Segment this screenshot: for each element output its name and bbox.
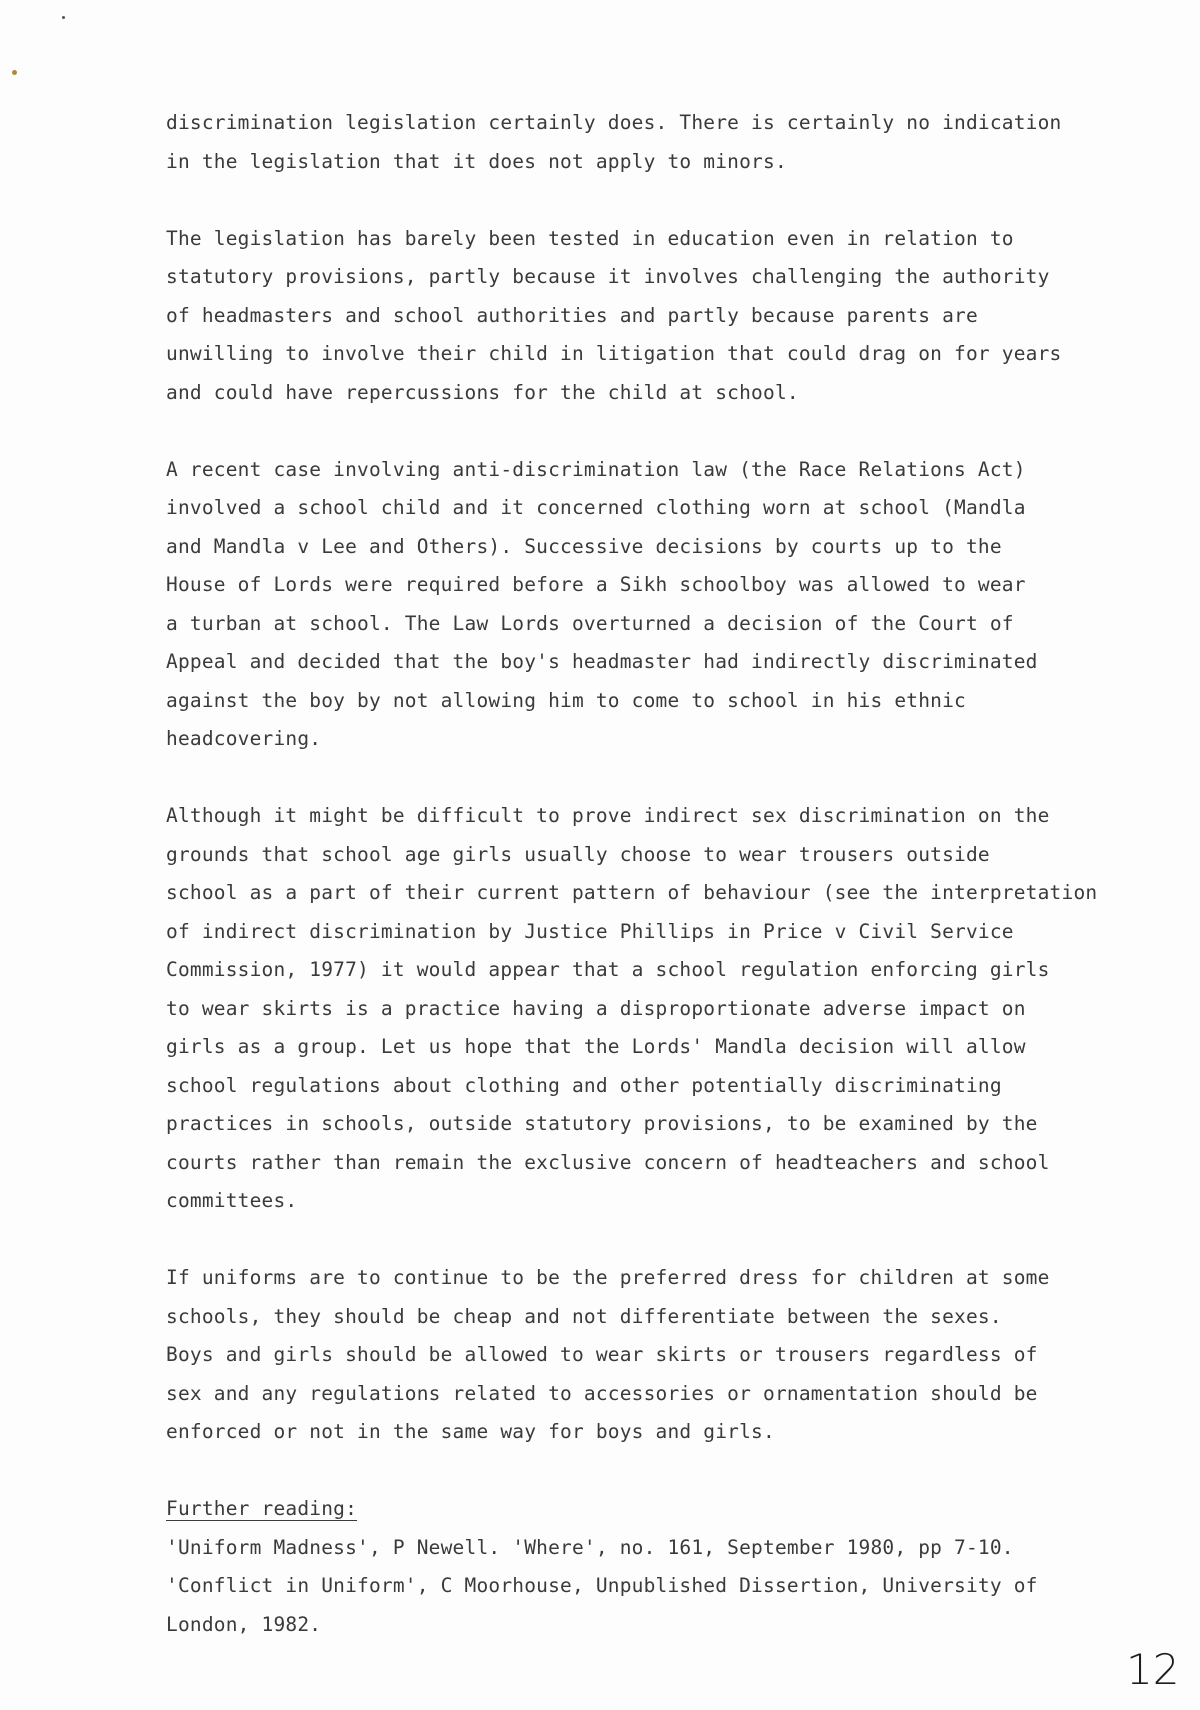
text-line: unwilling to involve their child in litigation that could drag on for years [166,342,1062,365]
text-line: involved a school child and it concerned clothing worn at school (Mandla [166,496,1026,519]
text-line: Commission, 1977) it would appear that a school regulation enforcing girls [166,958,1050,981]
handwritten-page-number: 12 [1126,1645,1180,1694]
text-line: and could have repercussions for the child at school. [166,380,799,404]
paragraph [166,220,1176,413]
paragraph [166,797,1176,1221]
text-line: enforced or not in the same way for boys and girls. [166,1420,775,1443]
text-line: The legislation has barely been tested in education even in relation to [166,226,1014,250]
text-line: courts rather than remain the exclusive concern of headteachers and school [166,1150,1050,1174]
text-line: and Mandla v Lee and Others). Successive decisions by courts up to the [166,534,1002,558]
text-line: school regulations about clothing and other potentially discriminating [166,1073,1002,1097]
text-line: House of Lords were required before a Sikh schoolboy was allowed to wear [166,573,1026,596]
text-line: If uniforms are to continue to be the preferred dress for children at some [166,1266,1050,1289]
text-line: a turban at school. The Law Lords overturned a decision of the Court of [166,611,1014,635]
text-line: to wear skirts is a practice having a disproportionate adverse impact on [166,996,1026,1020]
text-line: headcovering. [166,727,322,750]
text-line: Although it might be difficult to prove indirect sex discrimination on the [166,804,1050,827]
text-line: statutory provisions, partly because it involves challenging the authority [166,265,1050,288]
text-line: of headmasters and school authorities and partly because parents are [166,303,978,327]
paragraph [166,1259,1176,1452]
text-line: Boys and girls should be allowed to wear skirts or trousers regardless of [166,1343,1038,1366]
text-line: schools, they should be cheap and not differentiate between the sexes. [166,1304,1002,1328]
document-body [166,104,1176,1644]
paragraph [166,104,1176,181]
scan-speck [12,70,17,75]
text-line: practices in schools, outside statutory provisions, to be examined by the [166,1112,1038,1135]
text-line: grounds that school age girls usually choose to wear trousers outside [166,842,990,866]
reference-line: 'Conflict in Uniform', C Moorhouse, Unpublished Dissertion, University of [166,1574,1038,1597]
text-line: sex and any regulations related to accessories or ornamentation should be [166,1381,1038,1405]
further-reading-heading-line [166,1490,1176,1529]
text-line: committees. [166,1189,298,1212]
text-line: of indirect discrimination by Justice Phillips in Price v Civil Service [166,919,1014,943]
reference-line: London, 1982. [166,1612,322,1636]
text-line: school as a part of their current pattern of behaviour (see the interpretation [166,881,1098,904]
text-line: discrimination legislation certainly does. There is certainly no indication [166,111,1062,134]
further-reading-heading: Further reading: [166,1497,358,1520]
further-reading [166,1490,1176,1644]
text-line: in the legislation that it does not apply to minors. [166,149,787,173]
text-line: A recent case involving anti-discrimination law (the Race Relations Act) [166,457,1026,481]
text-line: Appeal and decided that the boy's headmaster had indirectly discriminated [166,650,1038,673]
text-line: girls as a group. Let us hope that the Lords' Mandla decision will allow [166,1035,1026,1058]
scan-speck [62,16,65,19]
text-line: against the boy by not allowing him to come to school in his ethnic [166,688,966,712]
paragraph [166,451,1176,759]
reference-line: 'Uniform Madness', P Newell. 'Where', no. 161, September 1980, pp 7-10. [166,1535,1014,1559]
